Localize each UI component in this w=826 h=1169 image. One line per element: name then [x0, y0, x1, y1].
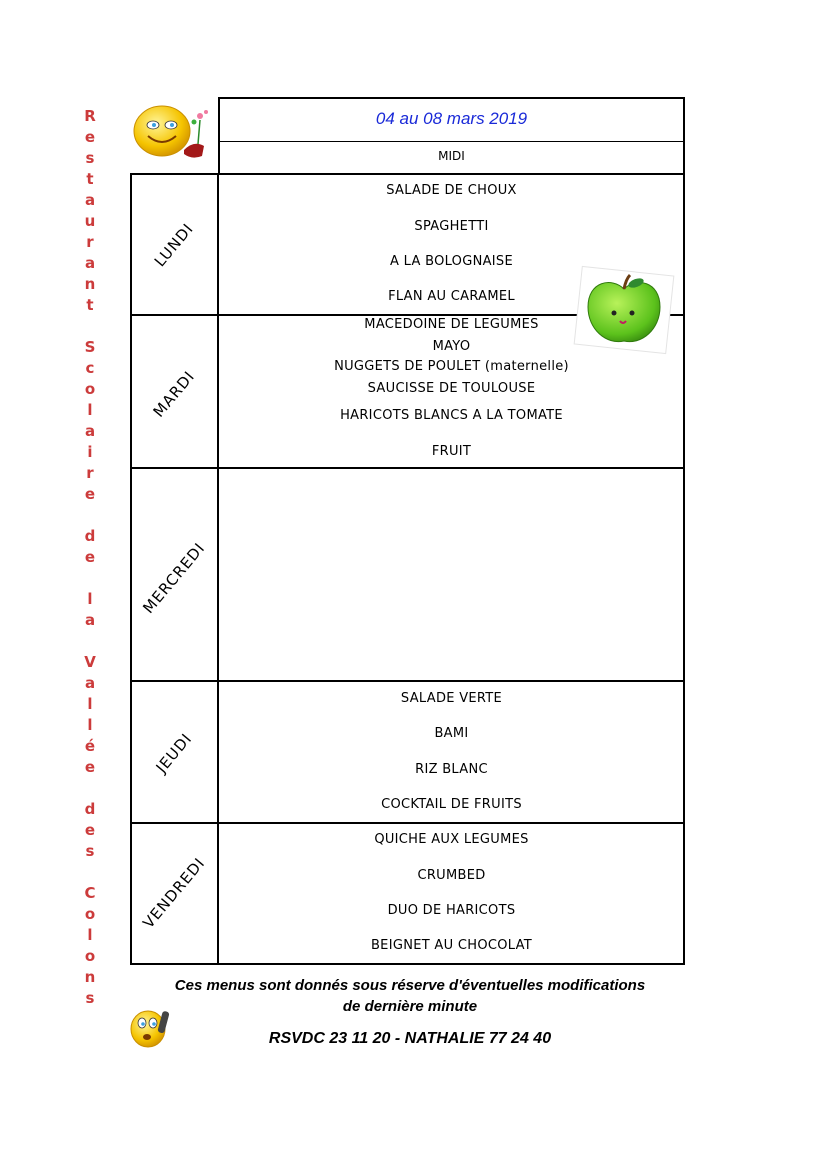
side-title-letter: d — [84, 527, 96, 545]
side-title-letter: a — [84, 674, 96, 692]
menu-item: QUICHE AUX LEGUMES — [374, 832, 529, 847]
side-title-letter: t — [86, 170, 94, 188]
day-label-lundi: LUNDI — [150, 219, 198, 271]
side-title-letter: s — [85, 989, 95, 1007]
menu-item: SALADE VERTE — [400, 691, 503, 706]
smiley-flower-icon — [132, 104, 216, 164]
side-title-letter: t — [86, 296, 94, 314]
menu-item: HARICOTS BLANCS A LA TOMATE — [340, 408, 563, 423]
side-title-letter: a — [84, 422, 96, 440]
side-title-letter: l — [87, 926, 93, 944]
menu-item: BEIGNET AU CHOCOLAT — [370, 938, 533, 953]
side-title-letter: e — [84, 821, 96, 839]
row-divider — [130, 822, 685, 824]
day-label-jeudi: JEUDI — [152, 729, 196, 777]
side-title-letter: e — [84, 758, 96, 776]
day-label-mardi: MARDI — [149, 367, 199, 421]
side-title-letter: S — [84, 338, 96, 356]
side-title-letter: n — [84, 275, 96, 293]
table-border — [218, 97, 685, 99]
side-title-letter — [80, 568, 100, 589]
menu-item: SALADE DE CHOUX — [386, 183, 517, 198]
side-title-letter: o — [84, 380, 96, 398]
day-label-vendredi: VENDREDI — [139, 854, 209, 932]
side-title-letter: l — [87, 695, 93, 713]
contact-line: RSVDC 23 11 20 - NATHALIE 77 24 40 — [268, 1030, 552, 1047]
side-title-letter: a — [84, 254, 96, 272]
menu-item: FLAN AU CARAMEL — [388, 289, 515, 304]
smiley-phone-icon — [128, 1005, 172, 1049]
menu-item: MACEDOINE DE LEGUMES — [364, 317, 539, 332]
side-title-letter — [80, 778, 100, 799]
table-border — [130, 173, 132, 965]
menu-item: DUO DE HARICOTS — [387, 903, 516, 918]
side-title-letter: s — [85, 149, 95, 167]
side-title-letter — [80, 316, 100, 337]
side-title-letter: l — [87, 590, 93, 608]
side-title-letter: é — [84, 737, 96, 755]
side-title-letter — [80, 631, 100, 652]
day-label-mercredi: MERCREDI — [139, 539, 209, 617]
side-title-letter: l — [87, 401, 93, 419]
side-title-letter — [80, 862, 100, 883]
green-apple-icon — [572, 265, 676, 355]
side-title-letter: n — [84, 968, 96, 986]
side-title-letter: e — [84, 128, 96, 146]
row-divider — [130, 173, 685, 175]
menu-item: FRUIT — [431, 444, 472, 459]
side-title-letter: r — [86, 233, 94, 251]
menu-item: NUGGETS DE POULET (maternelle) — [334, 359, 569, 374]
side-title-letter — [80, 505, 100, 526]
side-title-letter: d — [84, 800, 96, 818]
side-title-letter: c — [85, 359, 95, 377]
menu-item: A LA BOLOGNAISE — [389, 254, 514, 269]
menu-item: BAMI — [434, 726, 469, 741]
side-title-letter: a — [84, 191, 96, 209]
vertical-restaurant-title — [80, 106, 100, 1009]
table-border — [218, 141, 685, 142]
date-range: 04 au 08 mars 2019 — [375, 109, 528, 128]
side-title-letter: i — [87, 443, 93, 461]
menu-item: RIZ BLANC — [415, 762, 488, 777]
menu-item: COCKTAIL DE FRUITS — [381, 797, 522, 812]
side-title-letter: u — [84, 212, 96, 230]
side-title-letter: V — [84, 653, 96, 671]
disclaimer-line-2: de dernière minute — [342, 998, 478, 1015]
side-title-letter: r — [86, 464, 94, 482]
side-title-letter: o — [84, 947, 96, 965]
menu-item: CRUMBED — [417, 868, 486, 883]
row-divider — [130, 467, 685, 469]
menu-item: SAUCISSE DE TOULOUSE — [367, 381, 536, 396]
side-title-letter: R — [84, 107, 96, 125]
side-title-letter: s — [85, 842, 95, 860]
side-title-letter: l — [87, 716, 93, 734]
side-title-letter: C — [84, 884, 96, 902]
row-divider — [130, 680, 685, 682]
side-title-letter: e — [84, 485, 96, 503]
row-divider — [130, 963, 685, 965]
side-title-letter: o — [84, 905, 96, 923]
side-title-letter: e — [84, 548, 96, 566]
disclaimer-note — [130, 975, 690, 1017]
meal-label: MIDI — [438, 149, 465, 163]
menu-item: MAYO — [432, 339, 471, 354]
side-title-letter: a — [84, 611, 96, 629]
disclaimer-line-1: Ces menus sont donnés sous réserve d'éventuelles modifications — [174, 977, 646, 994]
menu-item: SPAGHETTI — [414, 219, 489, 234]
